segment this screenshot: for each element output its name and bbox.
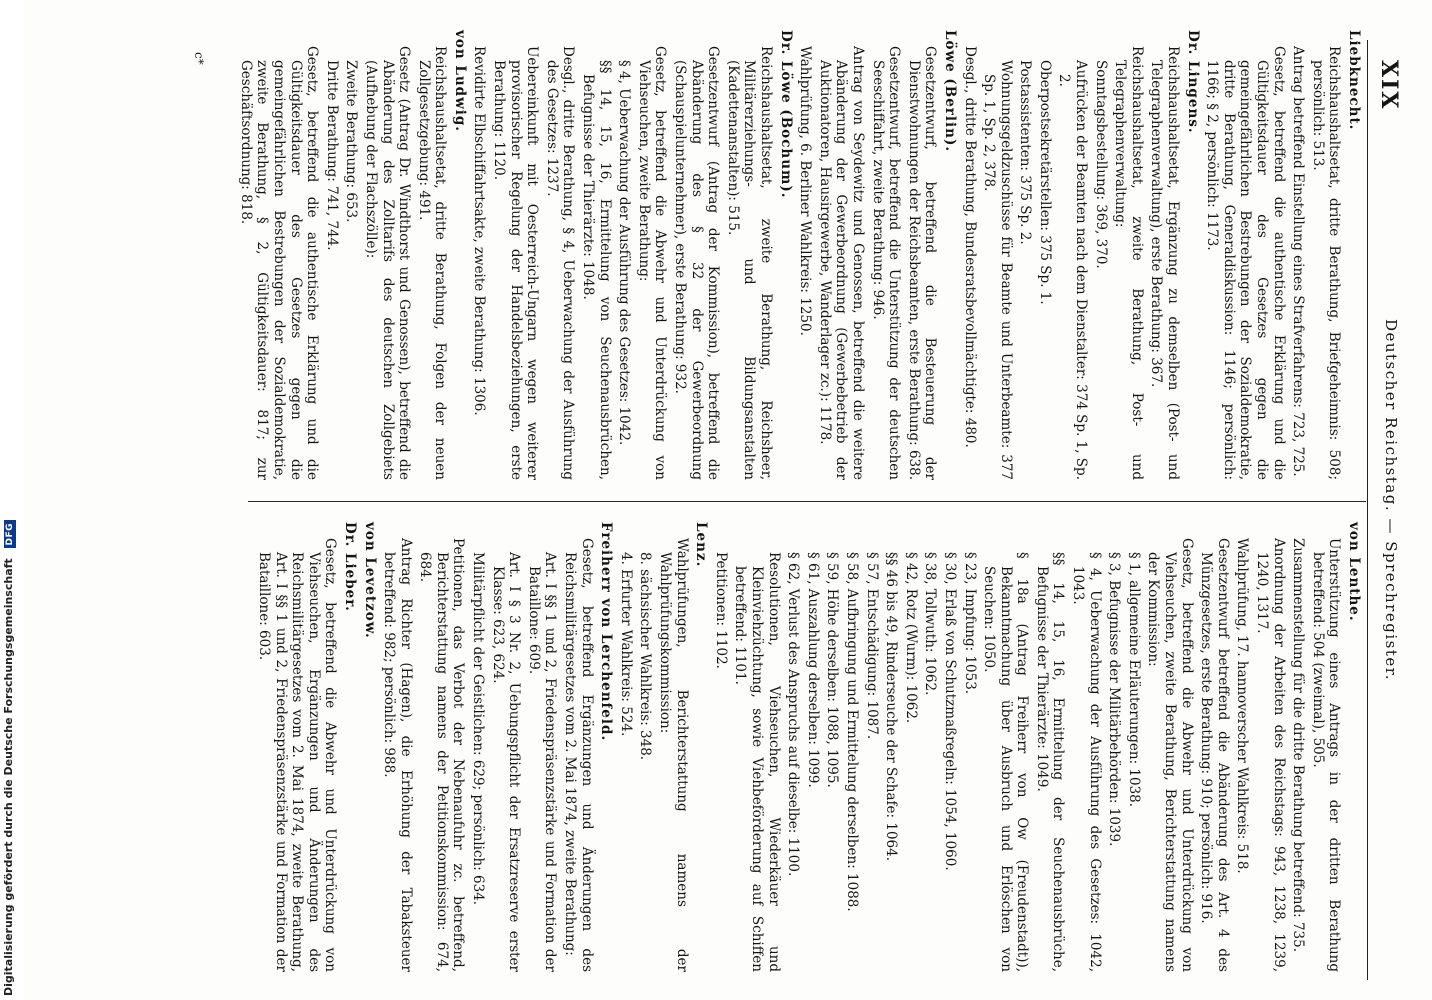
entry-text: Art. I § 3 Nr. 2, Uebungspflicht der Ersatzreserve erster Klasse: 623, 624. [489,552,523,972]
index-entry [343,30,360,480]
entry-text: Reichshaushaltsetat, zweite Berathung, Post- und Telegraphenverwaltung: [1112,46,1145,480]
index-entry [1290,522,1307,972]
index-entry [415,30,448,480]
index-entry [1092,30,1109,480]
index-entry [525,522,558,972]
entry-text: Gesetz (Antrag Dr. Windthorst und Genossen), betreffend die Abänderung des Zolltarifs des deutschen Zollgebiets (Aufhebung der Flachszölle): [362,46,413,480]
entry-text: Reichshaushaltsetat, Ergänzung zu demselben (Post- und Telegraphenverwaltung), erste Berathung: 367. [1148,46,1182,480]
index-entry [1017,30,1034,480]
index-entry [1125,522,1142,972]
speaker-name: Liebknecht. [1346,30,1362,131]
entry-text: Gesetz, betreffend die Abwehr und Unterdrückung von Viehseuchen, zweite Berathung, Berichterstattung namens der Kommission: [1145,538,1195,972]
index-entry [922,522,939,972]
index-entry [1309,522,1342,972]
entry-text: Antrag von Seydewitz und Genossen, betreffend die weitere Abänderung der Gewerbeordnung (Gewerbebetrieb der Auktionatoren, Hausirgewerbe, Wanderlager zc.): 1178. [816,46,866,480]
speaker-name: von Levetzow. [361,522,378,639]
index-entry [1106,522,1123,972]
entry-text: § 3, Befugnisse der Militärbehörden: 1039. [1106,552,1123,847]
index-entry [1036,30,1053,480]
entry-text: Petitionen, das Verbot der Nebenaufuhr zc. betreffend, Berichterstattung namens der Petitionskommission: 674, 684. [417,538,467,972]
index-entry-heading [1345,522,1362,972]
index-entry [941,522,958,972]
index-entry [671,30,721,480]
entry-text: Gesetz, betreffend die Abwehr und Unterdrückung von Viehseuchen, zweite Berathung: [635,46,669,480]
index-entry-heading [451,30,468,480]
entry-text: Zusammenstellung für die dritte Berathung betreffend: 735. [1290,538,1307,953]
index-entry [561,522,594,972]
index-entry [1145,522,1195,972]
index-entry-heading [361,522,378,972]
index-entry-heading [777,30,794,480]
digitization-sidebar [0,0,24,1000]
index-entry [724,30,774,480]
entry-text: Gesetz, betreffend Ergänzungen und Änderungen des Reichsmilitärgesetzes vom 2. Mai 1874, zweite Berathung: [562,538,595,972]
entry-text: §§ 14, 15, 16, Ermittelung von Seuchenausbrüchen, Befugnisse der Thierärzte: 1048. [580,60,613,480]
index-entry [883,522,900,972]
index-entry [961,30,978,480]
speaker-name: Dr. Löwe (Bochum). [777,30,794,199]
entry-text: Gesetz, betreffend die authentische Erklärung und die Gültigkeitsdauer des Gesetzes gegen die gemeingefährlichen Bestrebungen der Sozialdemokratie, dritte Berathung, Generaldiskussion: 1146; persönlich: 1166; § 2, persönlich: 1173. [1204,46,1287,480]
entry-text: Gesetz, betreffend die authentische Erklärung und die Gültigkeitsdauer des Gesetzes gegen die gemeingefährlichen Bestrebungen der Sozialdemokratie, zweite Berathung, § 2, Gültigkeitsdauer: 817; zur Geschäftsordnung: 818. [237,46,321,480]
entry-text: Revidirte Elbschiffahrtsakte, zweite Berathung: 1306. [471,46,488,416]
speaker-name: Lenz. [693,522,710,568]
digitization-credit [2,0,22,996]
entry-text: § 57, Entschädigung: 1087. [863,552,880,740]
entry-text: § 18a (Antrag Freiherr von Ow (Freudenstadt)), Bekanntmachung über Ausbruch und Erlöschen von Seuchen: 1050. [981,552,1031,972]
index-entry [656,522,689,972]
speaker-name: Dr. Lieber. [341,522,358,612]
index-entry [323,30,340,480]
entry-text: § 1, allgemeine Erläuterungen: 1038. [1125,552,1142,808]
index-entry [471,30,488,480]
entry-text: Gesetzentwurf, betreffend die Besteuerung der Dienstwohnungen der Reichsbeamten, erste Berathung: 638. [905,46,939,480]
index-entry-heading [1345,30,1362,480]
entry-text: Reichshaushaltsetat, zweite Berathung, Reichsheer, Militärerziehungs- und Bildungsanstalten (Kadettenanstalten): 515. [724,46,774,480]
index-entry [902,522,919,972]
entry-text: Wahlprüfungen, Berichterstattung namens der Wahlprüfungskommission: [657,538,690,972]
index-entry [1290,30,1307,480]
entry-text: Uebereinkunft mit Oesterreich-Ungarn wegen weiterer provisorischer Regelung der Handelsbeziehungen, erste Berathung: 1120. [491,46,541,480]
page-number: XIX [1376,60,1402,111]
entry-text: Sonntagsbestellung: 369, 370. [1092,60,1109,269]
entry-text: Militärpflicht der Geistlichen: 629; persönlich: 634. [470,552,487,906]
index-entry [1148,30,1181,480]
index-entry [237,30,320,480]
index-entry [1234,522,1251,972]
index-entry [824,522,841,972]
index-entry-heading [598,522,615,972]
entry-text: Unterstützung eines Antrags in der dritten Berathung betreffend: 504 (zweimal), 505. [1309,538,1343,972]
index-entry [981,522,1031,972]
entry-text: Gesetz, betreffend die Abwehr und Unterdrückung von Viehseuchen, Ergänzungen und Änderungen des Reichsmilitärgesetzes vom 2. Mai 1874, zweite Berathung, Art. I §§ 1 und 2, Friedenspräsenzstärke und Formation der Bataillone: 603. [255,538,339,972]
index-entry [816,30,866,480]
entry-text: § 59, Höhe derselben: 1088, 1095. [824,552,841,788]
index-entry [417,522,467,972]
index-entry [255,522,338,972]
index-entry [863,522,880,972]
index-entry [981,30,1014,480]
entry-text: § 38, Tollwuth: 1062. [922,552,939,696]
dfg-logo: DFG [4,520,16,549]
speaker-name: Freiherr von Lerchenfeld. [598,522,615,742]
entry-text: Art. I §§ 1 und 2, Friedenspräsenzstärke und Formation der Bataillone: 609. [525,552,559,972]
entry-text: Reichshaushaltsetat, dritte Berathung, Briefgeheimnis: 508; persönlich: 513. [1309,46,1343,480]
entry-text: Wohnungsgeldzuschüsse für Beamte und Unterbeamte: 377 Sp. 1, Sp. 2, 378. [981,60,1014,480]
index-entry [804,522,821,972]
index-entry [905,30,938,480]
entry-text: § 23, Impfung: 1053. [961,552,978,695]
entry-text: 8. sächsischer Wahlkreis: 348. [637,552,654,761]
index-entry [491,30,541,480]
index-entry [381,522,414,972]
entry-text: §§ 14, 15, 16, Ermittelung der Seuchenausbrüche, Befugnisse der Thierärzte: 1049. [1033,552,1067,972]
right-column [252,522,1362,972]
entry-text: Antrag betreffend Einstellung eines Strafverfahrens: 723, 725. [1290,46,1307,477]
left-column [237,30,1362,480]
index-entry [617,522,634,972]
index-entry [579,30,612,480]
index-entry [1309,30,1342,480]
header-rule [1367,40,1368,980]
entry-text: § 42, Rotz (Wurm): 1062. [902,552,919,724]
entry-text: 4. Erfurter Wahlkreis: 524. [617,552,634,737]
entry-text: § 58, Aufbringung und Ermittelung derselben: 1088. [843,552,860,912]
index-entry [1056,30,1089,480]
index-entry [470,522,487,972]
column-divider [248,501,1366,502]
index-entry [961,522,978,972]
entry-text: § 62, Verlust des Anspruchs auf dieselbe: 1100. [785,552,802,877]
entry-text: § 4, Ueberwachung der Ausführung des Gesetzes: 1042. [616,60,633,446]
index-entry [1112,30,1145,480]
entry-text: Postassistenten: 375 Sp. 2. [1017,60,1034,245]
speaker-name: Löwe (Berlin). [941,30,958,153]
index-entry [1204,30,1287,480]
running-head [1374,0,1404,1000]
index-entry [1253,522,1286,972]
index-entry [1033,522,1066,972]
entry-text: Wahlprüfung, 17. hannoverscher Wahlkreis: 518. [1234,538,1251,874]
index-entry [1198,522,1231,972]
index-entry-heading [1184,30,1201,480]
entry-text: Desgl., dritte Berathung, § 4, Ueberwachung der Ausführung des Gesetzes: 1237. [543,46,577,480]
entry-text: Gesetzentwurf, betreffend die Unterstützung der deutschen Seeschiffahrt, zweite Berathung: 946. [869,46,903,480]
index-entry-heading [941,30,958,480]
index-entry [1070,522,1103,972]
running-head-title: Deutscher Reichstag. — Sprechregister. [1382,318,1400,682]
index-entry [637,522,654,972]
entry-text: Reichshaushaltsetat, dritte Berathung, Folgen der neuen Zollgesetzgebung: 491. [415,46,449,480]
speaker-name: von Lenthe. [1346,522,1362,622]
index-entry [616,30,633,480]
entry-text: Anordnung der Arbeiten des Reichstags: 943, 1238, 1239, 1240, 1317. [1254,538,1287,972]
entry-text: Aufrücken der Beamten nach dem Dienstalter: 374 Sp. 1, Sp. 2. [1056,60,1090,480]
entry-text: Desgl., dritte Berathung, Bundesratsbevollmächtigte: 480. [961,46,978,448]
entry-text: Oberpostsekretärstellen: 375 Sp. 1. [1036,60,1053,305]
digitization-credit-text: Digitalisierung gefördert durch die Deutsche Forschungsgemeinschaft [2,558,15,996]
entry-text: Gesetzentwurf (Antrag der Kommission), betreffend die Abänderung des § 32 der Gewerbeordnung (Schauspielunternehmer), erste Berathung: 932. [672,46,722,480]
entry-text: Resolutionen, Viehseuchen, Wiederkäuer und Kleinviehzüchtung, sowie Viehbeförderung auf Schiffen betreffend: 1101. [732,552,782,972]
entry-text: § 4, Ueberwachung der Ausführung des Gesetzes: 1042, 1043. [1070,552,1103,972]
entry-text: Wahlprüfung, 6. Berliner Wahlkreis: 1250. [797,46,814,336]
speaker-name: von Ludwig. [451,30,468,132]
index-entry [543,30,576,480]
index-entry [635,30,668,480]
index-entry [843,522,860,972]
index-entry [489,522,522,972]
entry-text: § 30, Erlaß von Schutzmaßregeln: 1054, 1060. [941,552,958,871]
index-entry [712,522,729,972]
speaker-name: Dr. Lingens. [1184,30,1201,134]
index-entry [785,522,802,972]
index-entry-heading [693,522,710,972]
index-entry [732,522,782,972]
index-entry [869,30,902,480]
entry-text: § 61, Auszahlung derselben: 1099. [804,552,821,788]
entry-text: Zweite Berathung: 653. [343,60,360,223]
entry-text: Dritte Berathung: 741, 744. [323,60,340,251]
index-entry [797,30,814,480]
entry-text: Gesetzentwurf betreffend die Abänderung des Art. 4 des Münzgesetzes, erste Berathung: 910; persönlich: 916. [1198,538,1231,972]
index-entry [362,30,412,480]
signature-mark: c* [192,52,206,65]
entry-text: Antrag Richter (Hagen), die Erhöhung der Tabaksteuer betreffend: 982; persönlich: 988. [381,538,414,972]
entry-text: Petitionen: 1102. [712,552,729,669]
index-entry-heading [341,522,358,972]
entry-text: §§ 46 bis 49, Rinderseuche der Schafe: 1064. [883,552,900,862]
